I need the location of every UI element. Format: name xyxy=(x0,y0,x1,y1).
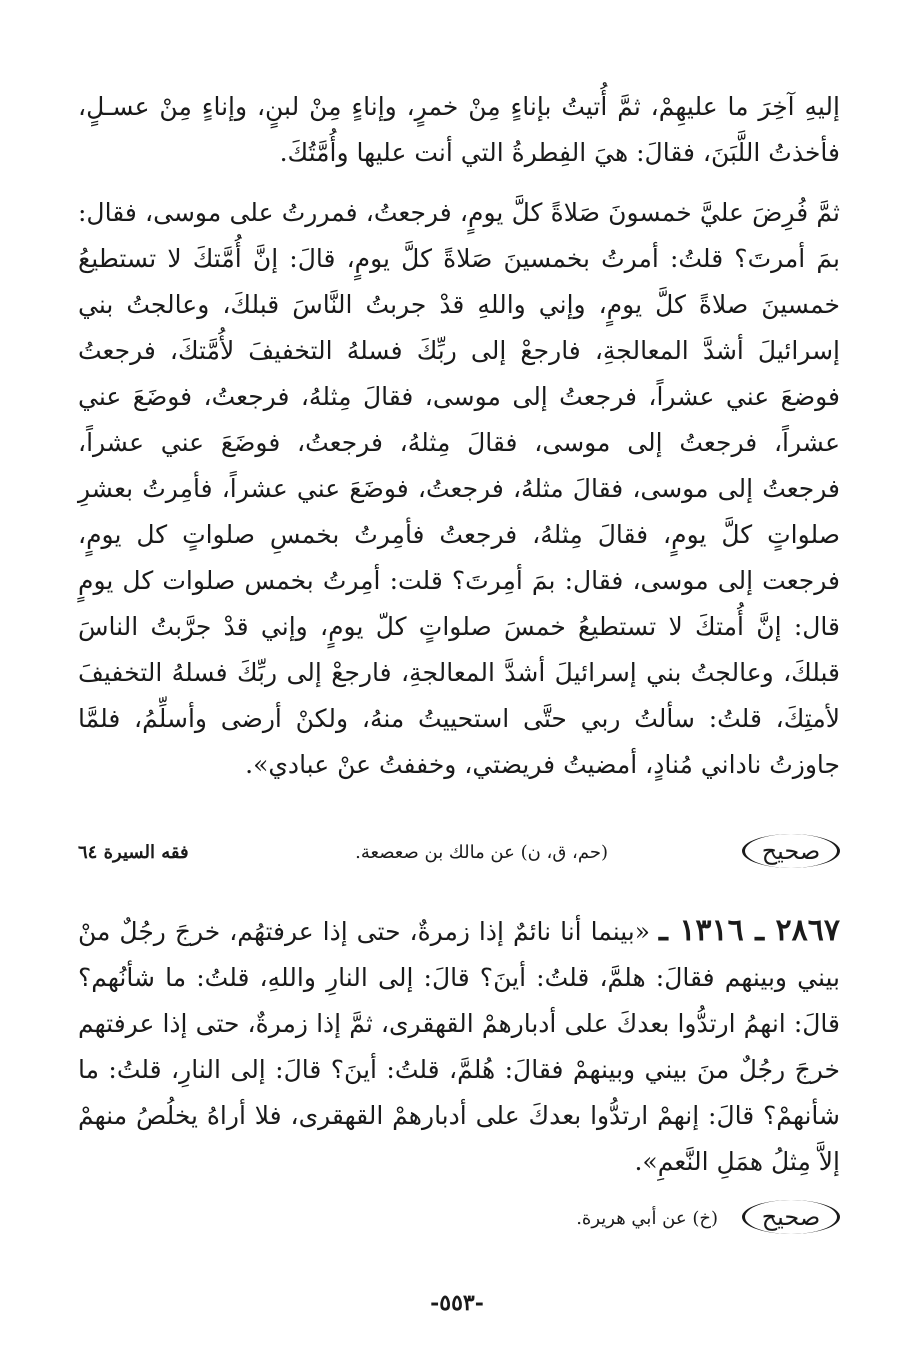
grade-badge: صحيح xyxy=(742,1200,840,1234)
hadith-source-row xyxy=(78,830,840,874)
narrator-reference: (حم، ق، ن) عن مالك بن صعصعة. xyxy=(355,842,608,863)
hadith-source-row xyxy=(78,1196,840,1240)
hadith-text-paragraph: ثمَّ فُرِضَ عليَّ خمسونَ صَلاةً كلَّ يومٍ، فرجعتُ، فمررتُ على موسى، فقال: بمَ أمرتَ؟ قلتُ: أمرتُ بخمسينَ صَلاةً كلَّ يومٍ، قالَ: إنَّ أُمَّتكَ لا تستطيعُ خمسينَ صلاةً كلَّ يومٍ، وإني واللهِ قدْ جربتُ النَّاسَ قبلكَ، وعالجتُ بني إسرائيلَ أشدَّ المعالجةِ، فارجعْ إلى ربِّكَ فسلهُ التخفيفَ لأُمَّتكَ، فرجعتُ فوضعَ عني عشراً، فرجعتُ إلى موسى، فقالَ مِثلهُ، فرجعتُ، فوضَعَ عني عشراً، فرجعتُ إلى موسى، فقالَ مِثلهُ، فرجعتُ، فوضَعَ عني عشراً، فرجعتُ إلى موسى، فقالَ مثلهُ، فرجعتُ، فوضَعَ عني عشراً، فأمِرتُ بعشرِ صلواتٍ كلَّ يومٍ، فقالَ مِثلهُ، فرجعتُ فأمِرتُ بخمسِ صلواتٍ كل يومٍ، فرجعت إلى موسى، فقال: بمَ أمِرتَ؟ قلت: أمِرتُ بخمس صلوات كل يومٍ قال: إنَّ أُمتكَ لا تستطيعُ خمسَ صلواتٍ كلّ يومٍ، وإني قدْ جرَّبتُ الناسَ قبلكَ، وعالجتُ بني إسرائيلَ أشدَّ المعالجةِ، فارجعْ إلى ربِّكَ فسلهُ التخفيفَ لأمتِكَ، قلتُ: سألتُ ربي حتَّى استحييتُ منهُ، ولكنْ أرضى وأسلِّمُ، فلمَّا جاوزتُ ناداني مُنادٍ، أمضيتُ فريضتي، وخففتُ عنْ عبادي». xyxy=(78,198,841,779)
hadith-text-continued: إليهِ آخِرَ ما عليهِمْ، ثمَّ أُتيتُ بإناءٍ مِنْ خمرٍ، وإناءٍ مِنْ لبنٍ، وإناءٍ مِنْ عسـلٍ، فأخذتُ اللَّبَنَ، فقالَ: هيَ الفِطرةُ التي أنت عليها وأُمَّتُكَ. xyxy=(78,92,840,167)
grade-badge: صحيح xyxy=(742,834,840,868)
book-reference: فقه السيرة ٦٤ xyxy=(78,842,189,863)
hadith-number: ٢٨٦٧ ـ ١٣١٦ ـ xyxy=(659,913,840,948)
page-number: -٥٥٣- xyxy=(430,1290,484,1316)
hadith-text: «بينما أنا نائمٌ إذا زمرةٌ، حتى إذا عرفتهُم، خرجَ رجُلٌ منْ بيني وبينهم فقالَ: هلمَّ، قلتُ: أينَ؟ قالَ: إلى النارِ واللهِ، قلتُ: ما شأنُهم؟ قالَ: انهمُ ارتدُّوا بعدكَ على أدبارهمْ القهقرى، ثمَّ إذا زمرةٌ، حتى إذا عرفتهم خرجَ رجُلٌ منَ بيني وبينهمْ فقالَ: هُلمَّ، قلتُ: أينَ؟ قالَ: إلى النارِ، قلتُ: ما شأنهمْ؟ قالَ: إنهمْ ارتدُّوا بعدكَ على أدبارهمْ القهقرى، فلا أراهُ يخلُصُ منهمْ إلاَّ مِثلُ همَلِ النَّعمِ». xyxy=(78,917,840,1176)
hadith-entry xyxy=(78,908,840,1185)
narrator-reference: (خ) عن أبي هريرة. xyxy=(576,1208,718,1229)
